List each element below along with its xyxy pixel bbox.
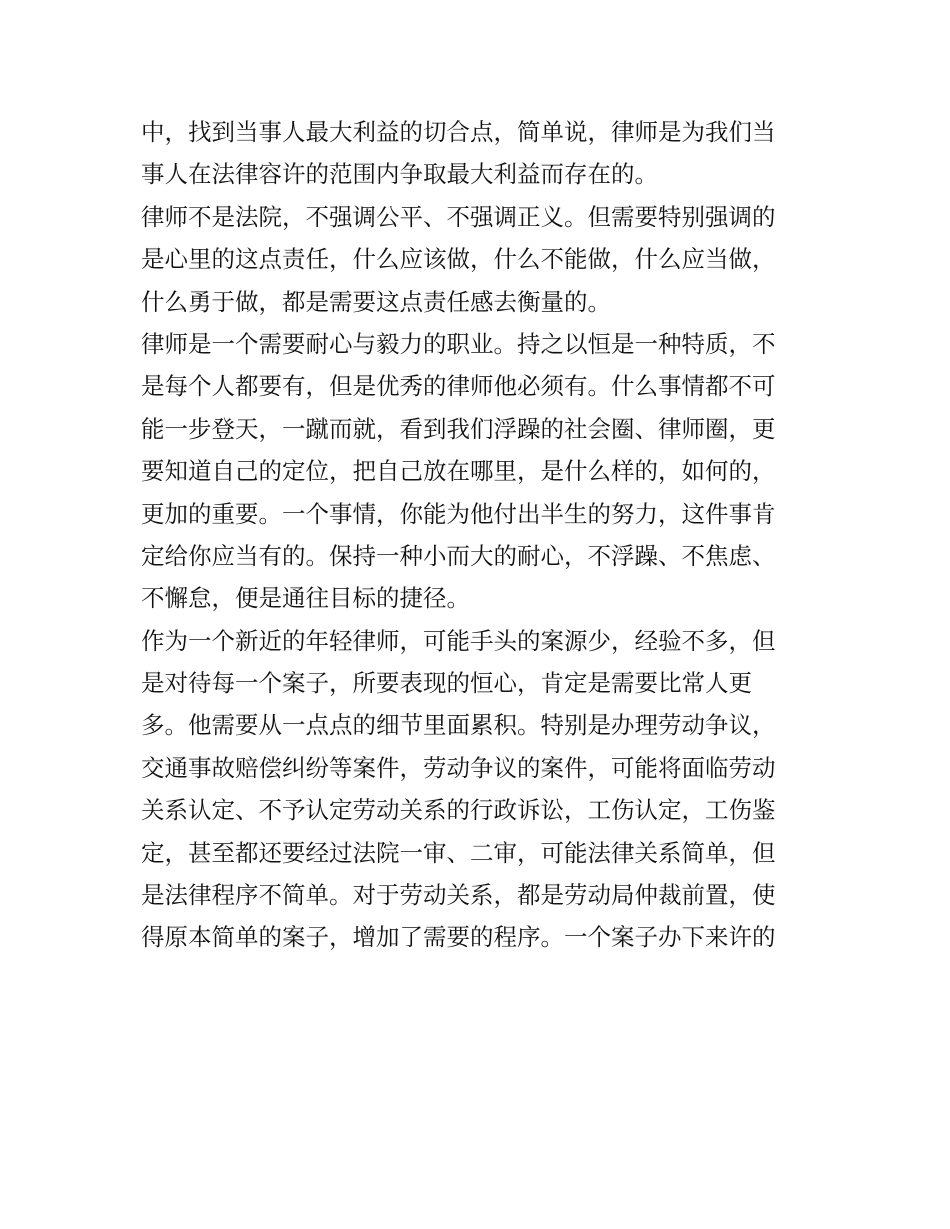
text-line: 不懈怠，便是通往目标的捷径。 [141, 584, 470, 613]
text-line: 能一步登天，一蹴而就，看到我们浮躁的社会圈、律师圈，更 [141, 414, 776, 443]
text-line: 是对待每一个案子，所要表现的恒心，肯定是需要比常人更 [141, 669, 752, 698]
text-line: 更加的重要。一个事情，你能为他付出半生的努力，这件事肯 [141, 499, 776, 528]
text-line: 是心里的这点责任，什么应该做，什么不能做，什么应当做， [141, 245, 776, 274]
text-line: 得原本简单的案子，增加了需要的程序。一个案子办下来许的 [141, 923, 776, 952]
text-line: 什么勇于做，都是需要这点责任感去衡量的。 [141, 287, 611, 316]
text-line: 关系认定、不予认定劳动关系的行政诉讼，工伤认定，工伤鉴 [141, 796, 776, 825]
text-line: 交通事故赔偿纠纷等案件，劳动争议的案件，可能将面临劳动 [141, 753, 776, 782]
document-body [141, 111, 813, 959]
text-line: 要知道自己的定位，把自己放在哪里，是什么样的，如何的， [141, 457, 776, 486]
text-line: 律师是一个需要耐心与毅力的职业。持之以恒是一种特质，不 [141, 329, 776, 358]
text-line: 作为一个新近的年轻律师，可能手头的案源少，经验不多，但 [141, 626, 776, 655]
text-line: 是每个人都要有，但是优秀的律师他必须有。什么事情都不可 [141, 372, 776, 401]
text-line: 定给你应当有的。保持一种小而大的耐心，不浮躁、不焦虑、 [141, 541, 776, 570]
text-line: 律师不是法院，不强调公平、不强调正义。但需要特别强调的 [141, 202, 776, 231]
text-line: 多。他需要从一点点的细节里面累积。特别是办理劳动争议， [141, 711, 776, 740]
text-line: 是法律程序不简单。对于劳动关系，都是劳动局仲裁前置，使 [141, 881, 776, 910]
text-line: 定，甚至都还要经过法院一审、二审，可能法律关系简单，但 [141, 838, 776, 867]
text-line: 中，找到当事人最大利益的切合点，简单说，律师是为我们当 [141, 118, 776, 146]
text-line: 事人在法律容许的范围内争取最大利益而存在的。 [141, 160, 658, 189]
